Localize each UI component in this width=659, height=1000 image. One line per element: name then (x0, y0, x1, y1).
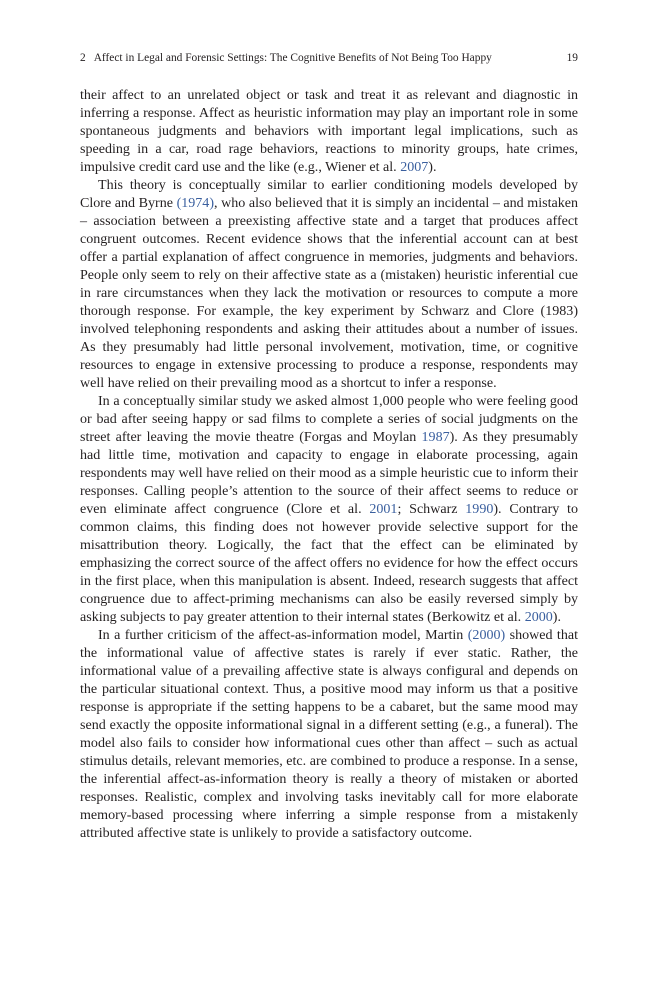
chapter-title: Affect in Legal and Forensic Settings: The Cognitive Benefits of Not Being Too Happy (93, 52, 492, 64)
paragraph-text: showed that the informational value of affective states is rarely if ever static. Rather, the informational value of a prevailing affective state is always configural and depends on the particular situational context. Thus, a positive mood may inform us that a positive response is appropriate if the setting happens to be a cabaret, but the same mood may send exactly the opposite informational signal in a different setting (e.g., a funeral). The model also fails to consider how informational cues other than affect – such as actual stimulus details, relevant memories, etc. are combined to produce a response. In a sense, the inferential affect-as-information theory is really a theory of mistaken or aborted responses. Realistic, complex and involving tasks inevitably call for more elaborate memory-based processing where inferring a simple response from a mistakenly attributed affective state is unlikely to provide a satisfactory outcome. (80, 627, 578, 841)
paragraph-text: their affect to an unrelated object or task and treat it as relevant and diagnostic in inferring a response. Affect as heuristic information may play an important role in some spontaneous judgments and behaviors with important legal implications, such as speeding in a car, road rage behaviors, reactions to minority groups, hate crimes, impulsive credit card use and the like (e.g., Wiener et al. (80, 87, 578, 175)
citation-link[interactable]: 1987 (421, 429, 450, 445)
citation-link[interactable]: 2001 (369, 501, 398, 517)
paragraph-text: In a further criticism of the affect-as-information model, Martin (98, 627, 468, 643)
paragraph-text: , who also believed that it is simply an incidental – and mistaken – association between a preexisting affective state and a target that produces affect congruent outcomes. Recent evidence shows that the inferential account can at best offer a partial explanation of affect congruence in memories, judgments and behaviors. People only seem to rely on their affective state as a (mistaken) heuristic inferential cue in rare circumstances when they lack the motivation or resources to compute a more thorough response. For example, the key experiment by Schwarz and Clore (1983) involved telephoning respondents and asking their attitudes about a number of issues. As they presumably had little personal involvement, motivation, time, or cognitive resources to engage in extensive processing to produce a response, respondents may well have relied on their prevailing mood as a shortcut to infer a response. (80, 195, 578, 391)
paragraph-text: ). (428, 159, 437, 175)
paragraph (80, 176, 578, 392)
citation-link[interactable]: 2007 (400, 159, 429, 175)
paragraph-text: In a conceptually similar study we asked almost 1,000 people who were feeling good or bad after seeing happy or sad films to complete a series of social judgments on the street after leaving the movie theatre (Forgas and Moylan (80, 393, 578, 445)
body-text (80, 86, 578, 842)
paragraph-text: This theory is conceptually similar to earlier conditioning models developed by Clore and Byrne (80, 177, 578, 211)
paragraph (80, 626, 578, 842)
citation-link[interactable]: (2000) (467, 627, 506, 643)
paragraph-text: ). Contrary to common claims, this finding does not however provide selective support for the misattribution theory. Logically, the fact that the effect can be eliminated by emphasizing the correct source of the affect offers no evidence for how the effect occurs in the first place, when this manipulation is absent. Indeed, research suggests that affect congruence due to affect-priming mechanisms can also be easily reversed simply by asking subjects to pay greater attention to their internal states (Berkowitz et al. (80, 501, 578, 625)
citation-link[interactable]: (1974) (176, 195, 215, 211)
paragraph (80, 392, 578, 626)
citation-link[interactable]: 1990 (465, 501, 494, 517)
chapter-heading (80, 50, 492, 66)
chapter-number: 2 (80, 52, 86, 64)
book-page (80, 50, 578, 842)
paragraph-text: ). As they presumably had little time, motivation and capacity to engage in elaborate processing, again respondents may well have relied on their mood as a simple heuristic cue to inform their responses. Calling people’s attention to the source of their affect seems to reduce or even eliminate affect congruence (Clore et al. (80, 429, 578, 517)
citation-link[interactable]: 2000 (524, 609, 553, 625)
paragraph-text: ; Schwarz (397, 501, 466, 517)
page-number: 19 (566, 52, 578, 64)
running-header (80, 50, 578, 66)
paragraph-text: ). (552, 609, 561, 625)
paragraph (80, 86, 578, 176)
